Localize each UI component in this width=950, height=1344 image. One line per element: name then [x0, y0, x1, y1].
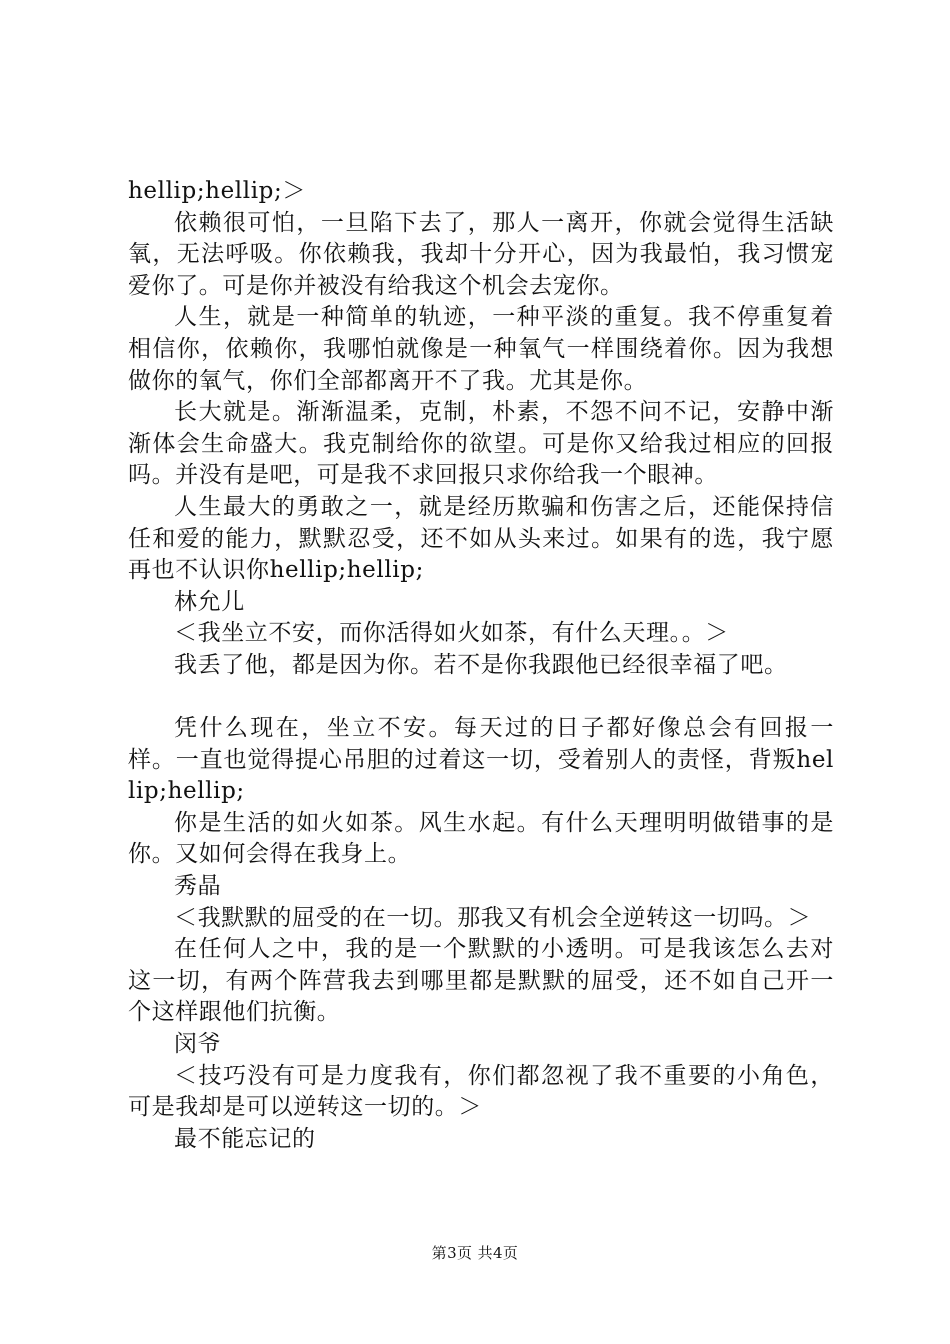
character-name: 闵爷 [174, 1031, 222, 1058]
paragraph: 我丢了他，都是因为你。若不是你我跟他已经很幸福了吧。 [174, 651, 788, 678]
paragraph: 人生，就是一种简单的轨迹，一种平淡的重复。我不停重复着相信你，依赖你，我哪怕就像是一种氧气一样围绕着你。因为我想做你的氧气，你们全部都离开不了我。尤其是你。 [128, 304, 834, 394]
paragraph: 在任何人之中，我的是一个默默的小透明。可是我该怎么去对这一切，有两个阵营我去到哪里都是默默的屈受，还不如自己开一个这样跟他们抗衡。 [128, 936, 834, 1026]
blank-line [128, 682, 834, 714]
paragraph: 最不能忘记的 [174, 1125, 316, 1152]
character-quote: ＜技巧没有可是力度我有，你们都忽视了我不重要的小角色，可是我却是可以逆转这一切的。＞ [128, 1062, 834, 1121]
paragraph: 依赖很可怕，一旦陷下去了，那人一离开，你就会觉得生活缺氧，无法呼吸。你依赖我，我却十分开心，因为我最怕，我习惯宠爱你了。可是你并被没有给我这个机会去宠你。 [128, 209, 834, 299]
paragraph: 长大就是。渐渐温柔，克制，朴素，不怨不问不记，安静中渐渐体会生命盛大。我克制给你的欲望。可是你又给我过相应的回报吗。并没有是吧，可是我不求回报只求你给我一个眼神。 [128, 399, 834, 489]
character-quote: ＜我默默的屈受的在一切。那我又有机会全逆转这一切吗。＞ [174, 904, 812, 931]
paragraph: 人生最大的勇敢之一，就是经历欺骗和伤害之后，还能保持信任和爱的能力，默默忍受，还不如从头来过。如果有的选，我宁愿再也不认识你hellip;hellip; [128, 493, 834, 584]
page-number: 第3页 共4页 [431, 1244, 519, 1262]
character-quote: ＜我坐立不安，而你活得如火如茶，有什么天理。。＞ [174, 620, 729, 647]
paragraph: 凭什么现在，坐立不安。每天过的日子都好像总会有回报一样。一直也觉得提心吊胆的过着这一切，受着别人的责怪，背叛hellip;hellip; [128, 715, 834, 805]
character-name: 林允儿 [174, 588, 245, 615]
document-body [128, 176, 834, 1155]
character-name: 秀晶 [174, 873, 222, 900]
paragraph: 你是生活的如火如茶。风生水起。有什么天理明明做错事的是你。又如何会得在我身上。 [128, 809, 834, 868]
paragraph: hellip;hellip;＞ [128, 178, 306, 204]
